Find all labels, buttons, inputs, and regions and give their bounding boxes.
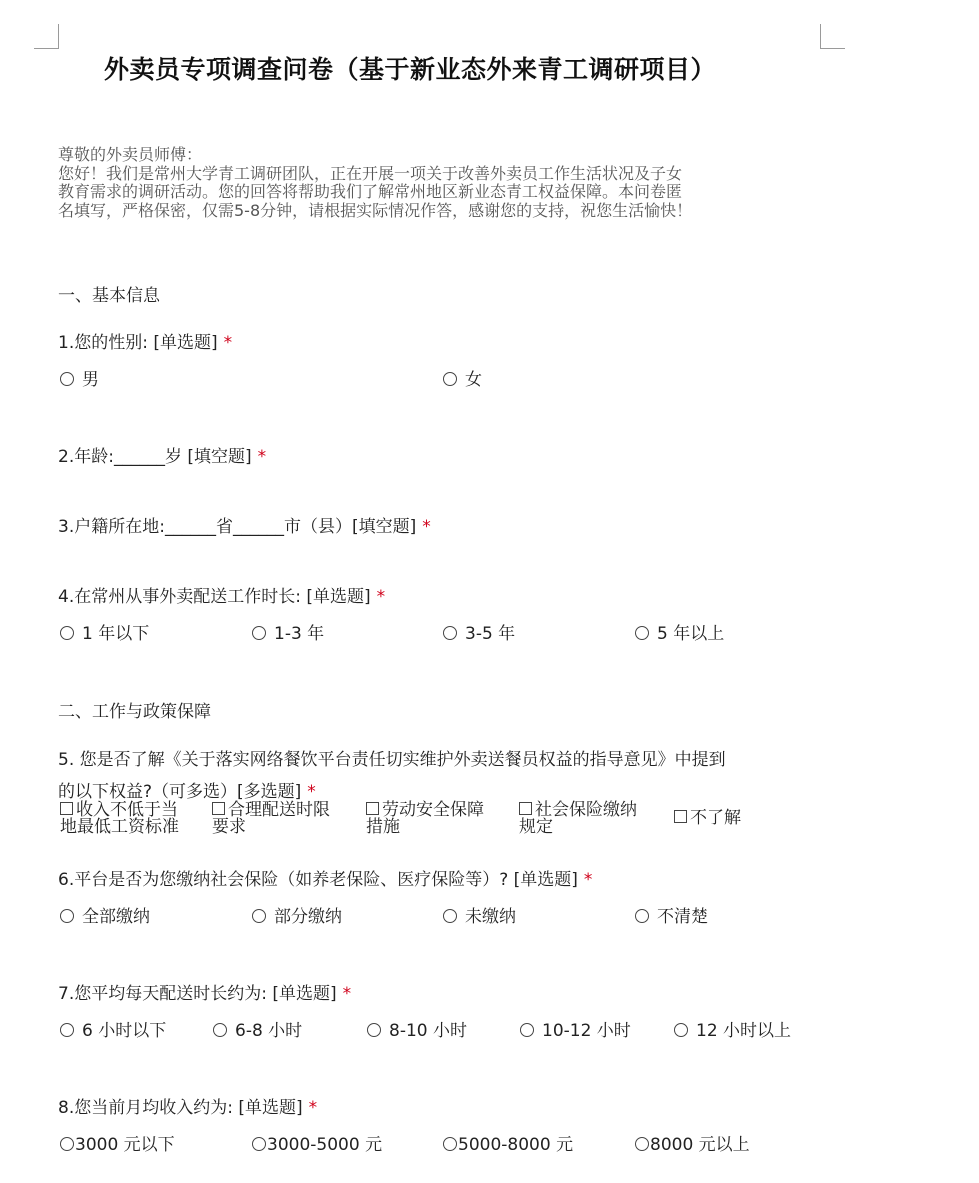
radio-circle-icon bbox=[60, 626, 74, 640]
radio-option[interactable]: 部分缴纳 bbox=[252, 902, 342, 927]
radio-circle-icon bbox=[367, 1023, 381, 1037]
question-text: 2.年龄:______岁 [填空题] bbox=[58, 447, 252, 467]
checkbox-icon bbox=[674, 810, 687, 823]
radio-option[interactable]: 6 小时以下 bbox=[60, 1016, 166, 1041]
checkbox-option[interactable]: 劳动安全保障 措施 bbox=[366, 800, 484, 837]
radio-circle-icon bbox=[520, 1023, 534, 1037]
radio-circle-icon bbox=[674, 1023, 688, 1037]
required-mark: * bbox=[342, 984, 352, 1004]
question-text: 4.在常州从事外卖配送工作时长: [单选题] bbox=[58, 587, 371, 607]
checkbox-icon bbox=[60, 802, 73, 815]
survey-title: 外卖员专项调查问卷（基于新业态外来青工调研项目） bbox=[104, 55, 717, 84]
radio-option[interactable]: 1-3 年 bbox=[252, 619, 324, 644]
question-hometown bbox=[58, 512, 431, 537]
question-age bbox=[58, 442, 266, 467]
checkbox-option[interactable]: 收入不低于当 地最低工资标准 bbox=[60, 800, 179, 837]
question-rights-awareness bbox=[58, 745, 726, 802]
intro-line: 您好！我们是常州大学青工调研团队，正在开展一项关于改善外卖员工作生活状况及子女 bbox=[58, 163, 683, 183]
radio-option[interactable]: 12 小时以上 bbox=[674, 1016, 791, 1041]
question-social-insurance bbox=[58, 865, 592, 890]
question-text: 的以下权益?（可多选）[多选题] bbox=[58, 782, 302, 802]
radio-option[interactable]: 1 年以下 bbox=[60, 619, 149, 644]
radio-option[interactable]: 8-10 小时 bbox=[367, 1016, 467, 1041]
radio-option[interactable]: 全部缴纳 bbox=[60, 902, 150, 927]
radio-circle-icon bbox=[60, 1137, 74, 1151]
intro-line: 教育需求的调研活动。您的回答将帮助我们了解常州地区新业态青工权益保障。本问卷匿 bbox=[58, 182, 683, 201]
radio-circle-icon bbox=[443, 1137, 457, 1151]
radio-circle-icon bbox=[252, 1137, 266, 1151]
required-mark: * bbox=[257, 447, 267, 467]
required-mark: * bbox=[583, 870, 593, 890]
radio-option[interactable]: 不清楚 bbox=[635, 902, 708, 927]
section-heading-basic-info: 一、基本信息 bbox=[58, 286, 160, 306]
required-mark: * bbox=[223, 333, 233, 353]
checkbox-option[interactable]: 社会保险缴纳 规定 bbox=[519, 800, 637, 837]
question-text: 5. 您是否了解《关于落实网络餐饮平台责任切实维护外卖送餐员权益的指导意见》中提到 bbox=[58, 750, 726, 770]
radio-circle-icon bbox=[252, 626, 266, 640]
radio-option[interactable]: 6-8 小时 bbox=[213, 1016, 302, 1041]
radio-circle-icon bbox=[443, 626, 457, 640]
radio-option[interactable]: 未缴纳 bbox=[443, 902, 516, 927]
required-mark: * bbox=[376, 587, 386, 607]
radio-option[interactable]: 5 年以上 bbox=[635, 619, 724, 644]
question-text: 6.平台是否为您缴纳社会保险（如养老保险、医疗保险等）? [单选题] bbox=[58, 870, 578, 890]
radio-circle-icon bbox=[213, 1023, 227, 1037]
radio-option[interactable]: 3000 元以下 bbox=[60, 1130, 175, 1155]
intro-line: 名填写，严格保密，仅需5-8分钟，请根据实际情况作答，感谢您的支持，祝您生活愉快！ bbox=[58, 200, 693, 220]
page-corner-mark-left bbox=[34, 24, 59, 49]
survey-intro bbox=[58, 146, 818, 220]
radio-option[interactable]: 3000-5000 元 bbox=[252, 1130, 382, 1155]
radio-circle-icon bbox=[60, 1023, 74, 1037]
checkbox-icon bbox=[212, 802, 225, 815]
radio-circle-icon bbox=[443, 372, 457, 386]
checkbox-option[interactable]: 不了解 bbox=[674, 810, 741, 827]
checkbox-icon bbox=[519, 802, 532, 815]
radio-option[interactable]: 10-12 小时 bbox=[520, 1016, 631, 1041]
radio-circle-icon bbox=[635, 909, 649, 923]
question-text: 3.户籍所在地:______省______市（县）[填空题] bbox=[58, 517, 417, 537]
required-mark: * bbox=[308, 1098, 318, 1118]
question-gender bbox=[58, 328, 232, 353]
page-corner-mark-right bbox=[820, 24, 845, 49]
checkbox-icon bbox=[366, 802, 379, 815]
radio-option[interactable]: 女 bbox=[443, 365, 482, 390]
question-monthly-income bbox=[58, 1093, 317, 1118]
required-mark: * bbox=[307, 782, 316, 802]
question-work-duration bbox=[58, 582, 385, 607]
intro-greeting: 尊敬的外卖员师傅： bbox=[58, 145, 203, 164]
checkbox-option[interactable]: 合理配送时限 要求 bbox=[212, 800, 330, 837]
radio-circle-icon bbox=[60, 909, 74, 923]
radio-option[interactable]: 5000-8000 元 bbox=[443, 1130, 573, 1155]
radio-option[interactable]: 男 bbox=[60, 365, 99, 390]
section-heading-work-policy: 二、工作与政策保障 bbox=[58, 702, 211, 722]
question-daily-hours bbox=[58, 979, 351, 1004]
radio-circle-icon bbox=[635, 626, 649, 640]
radio-option[interactable]: 3-5 年 bbox=[443, 619, 515, 644]
question-text: 1.您的性别: [单选题] bbox=[58, 333, 218, 353]
radio-circle-icon bbox=[635, 1137, 649, 1151]
radio-circle-icon bbox=[60, 372, 74, 386]
radio-option[interactable]: 8000 元以上 bbox=[635, 1130, 750, 1155]
required-mark: * bbox=[422, 517, 431, 537]
radio-circle-icon bbox=[252, 909, 266, 923]
radio-circle-icon bbox=[443, 909, 457, 923]
question-text: 7.您平均每天配送时长约为: [单选题] bbox=[58, 984, 337, 1004]
question-text: 8.您当前月均收入约为: [单选题] bbox=[58, 1098, 303, 1118]
